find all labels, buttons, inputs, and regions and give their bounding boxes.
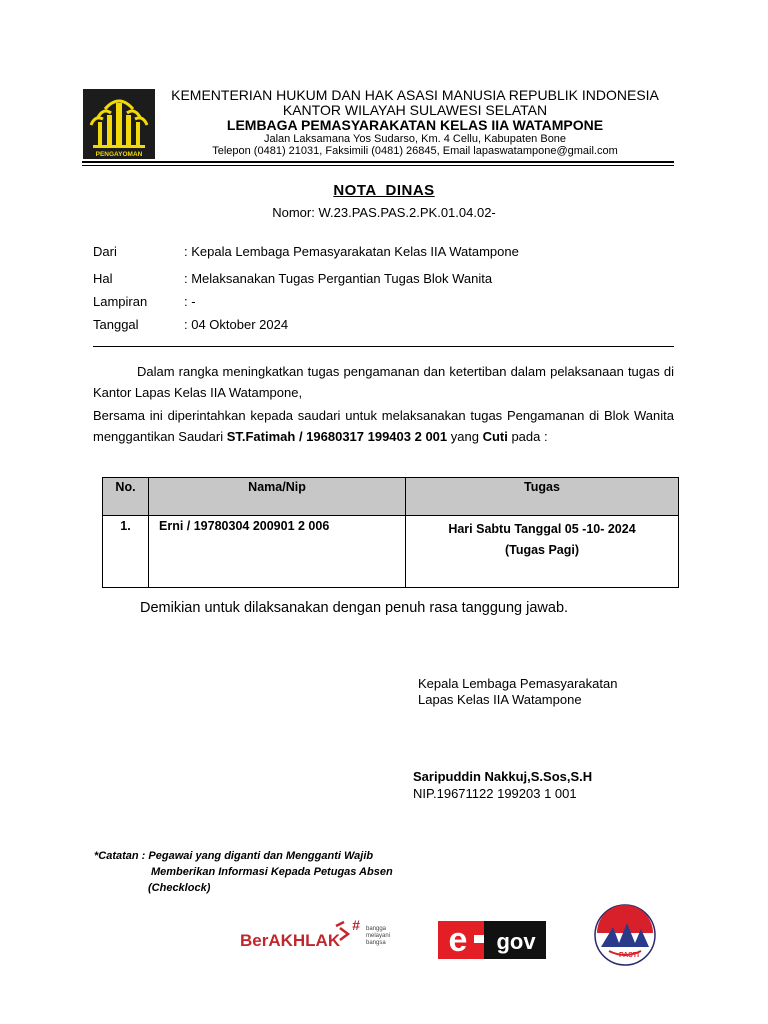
meta-value-dari: : Kepala Lembaga Pemasyarakatan Kelas IIA Watampone [184,244,519,259]
header-address: Jalan Laksamana Yos Sudarso, Km. 4 Cellu, Kabupaten Bone [263,133,567,145]
meta-label-lampiran: Lampiran [93,294,148,309]
body-paragraph-1: Dalam rangka meningkatkan tugas pengamanan dan ketertiban dalam pelaksanaan tugas di Kantor Lapas Kelas IIA Watampone, [93,364,674,400]
logo-text: PENGAYOMAN [95,151,143,158]
melayani-word: melayani [366,933,391,939]
berakhlak-logo [240,918,405,956]
header-institution: LEMBAGA PEMASYARAKATAN KELAS IIA WATAMPONE [226,117,604,133]
meta-value-hal: : Melaksanakan Tugas Pergantian Tugas Blok Wanita [184,271,493,286]
signatory-name: Saripuddin Nakkuj,S.Sos,S.H [413,769,593,784]
meta-label-hal: Hal [93,271,113,286]
signature-office: Lapas Kelas IIA Watampone [418,692,582,707]
cell-nama: Erni / 19780304 200901 2 006 [149,516,406,588]
p2-text-c: yang [447,429,483,444]
document-title: NOTA DINAS [333,182,435,199]
berakhlak-text: BerAKHLAK [240,931,341,950]
egov-e-letter: e [448,921,468,959]
header-nama-nip: Nama/Nip [149,478,406,516]
pasti-text: PASTI [618,952,640,959]
meta-label-tanggal: Tanggal [93,317,139,332]
note-line-3: (Checklock) [148,882,211,894]
table-row [103,516,679,588]
header-regional-office: KANTOR WILAYAH SULAWESI SELATAN [282,102,548,118]
bangsa-word: bangsa [366,940,386,946]
meta-value-tanggal: : 04 Oktober 2024 [184,317,289,332]
note [94,848,393,896]
body-paragraph-2 [93,405,674,447]
meta-label-dari: Dari [93,244,117,259]
p2-replaced-person: ST.Fatimah / 19680317 199403 2 001 [226,429,448,444]
p2-text-a: Bersama ini diperintahkan kepada saudari untuk melaksanakan tugas Pengamanan di Blok Wanita menggantikan Saudari [93,408,674,444]
document-number: Nomor: W.23.PAS.PAS.2.PK.01.04.02- [272,205,496,220]
signatory-nip: NIP.19671122 199203 1 001 [413,786,577,801]
pasti-logo [589,903,661,967]
meta-value-lampiran: : - [184,294,196,309]
header-no: No. [103,478,149,516]
header-divider-thin [82,165,674,166]
egov-text: gov [496,929,536,954]
pengayoman-logo [83,89,155,159]
table-header-row [103,478,679,516]
p2-text-e: pada : [507,429,548,444]
note-line-2: Memberikan Informasi Kepada Petugas Absen [151,866,393,878]
cell-tugas [406,516,679,588]
cell-tugas-date: Hari Sabtu Tanggal 05 -10- 2024 [448,522,636,536]
cell-no: 1. [103,516,149,588]
assignment-table [102,477,679,588]
cell-tugas-shift: (Tugas Pagi) [504,543,580,557]
signature-title: Kepala Lembaga Pemasyarakatan [418,676,618,691]
header-tugas: Tugas [406,478,679,516]
closing-statement: Demikian untuk dilaksanakan dengan penuh rasa tanggung jawab. [140,600,569,616]
header-contact: Telepon (0481) 21031, Faksimili (0481) 26845, Email lapaswatampone@gmail.com [212,145,618,157]
egov-logo [438,921,546,959]
header-divider-thick [82,161,674,163]
header-ministry: KEMENTERIAN HUKUM DAN HAK ASASI MANUSIA REPUBLIK INDONESIA [171,87,659,103]
meta-divider [93,346,674,347]
note-line-1: *Catatan : Pegawai yang diganti dan Mengganti Wajib [94,850,374,862]
bangga-word: bangga [366,926,387,932]
hash-mark: # [352,918,360,933]
p2-leave-word: Cuti [482,429,508,444]
